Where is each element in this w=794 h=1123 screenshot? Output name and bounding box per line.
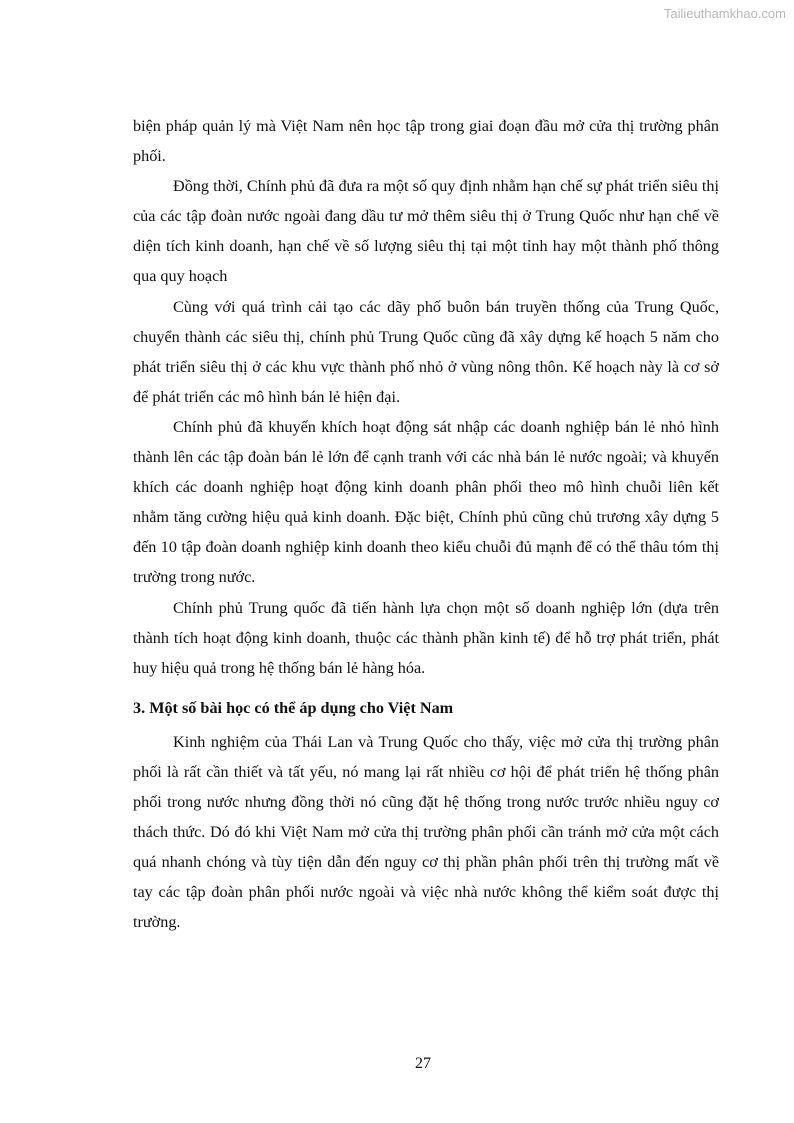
paragraph: Chính phủ Trung quốc đã tiến hành lựa chọn một số doanh nghiệp lớn (dựa trên thành tích hoạt động kinh doanh, thuộc các thành phần kinh tế) để hỗ trợ phát triển, phát huy hiệu quả trong hệ thống bán lẻ hàng hóa. [133, 598, 719, 677]
document-body [133, 111, 719, 938]
paragraph: Đồng thời, Chính phủ đã đưa ra một số quy định nhằm hạn chế sự phát triển siêu thị của các tập đoàn nước ngoài đang dầu tư mở thêm siêu thị ở Trung Quốc như hạn chế về diện tích kinh doanh, hạn chế về số lượng siêu thị tại một tỉnh hay một thành phố thông qua quy hoạch [133, 177, 719, 286]
paragraph: Chính phủ đã khuyến khích hoạt động sát nhập các doanh nghiệp bán lẻ nhỏ hình thành lên các tập đoàn bán lẻ lớn để cạnh tranh với các nhà bán lẻ nước ngoài; và khuyến khích các doanh nghiệp hoạt động kinh doanh phân phối theo mô hình chuỗi liên kết nhằm tăng cường hiệu quả kinh doanh. Đặc biệt, Chính phủ cũng chủ trương xây dựng 5 đến 10 tập đoàn doanh nghiệp kinh doanh theo kiểu chuỗi đủ mạnh để có thể thâu tóm thị trường trong nước. [133, 417, 719, 587]
page-number: 27 [415, 1055, 431, 1072]
watermark: Tailieuthamkhao.com [663, 6, 786, 21]
section-heading: 3. Một số bài học có thể áp dụng cho Việt Nam [133, 698, 454, 717]
paragraph: Kinh nghiệm của Thái Lan và Trung Quốc cho thấy, việc mở cửa thị trường phân phối là rất cần thiết và tất yếu, nó mang lại rất nhiều cơ hội để phát triển hệ thống phân phối trong nước nhưng đồng thời nó cũng đặt hệ thống trong nước trước nhiều nguy cơ thách thức. Dó đó khi Việt Nam mở cửa thị trường phân phối cần tránh mở cửa một cách quá nhanh chóng và tùy tiện dẫn đến nguy cơ thị phần phân phối trên thị trường mất về tay các tập đoàn phân phối nước ngoài và việc nhà nước không thể kiểm soát được thị trường. [133, 732, 719, 932]
paragraph: Cùng với quá trình cải tạo các dãy phố buôn bán truyền thống của Trung Quốc, chuyển thành các siêu thị, chính phủ Trung Quốc cũng đã xây dựng kế hoạch 5 năm cho phát triển siêu thị ở các khu vực thành phố nhỏ ở vùng nông thôn. Kế hoạch này là cơ sở để phát triển các mô hình bán lẻ hiện đại. [133, 297, 719, 406]
paragraph: biện pháp quản lý mà Việt Nam nên học tập trong giai đoạn đầu mở cửa thị trường phân phối. [133, 117, 719, 166]
